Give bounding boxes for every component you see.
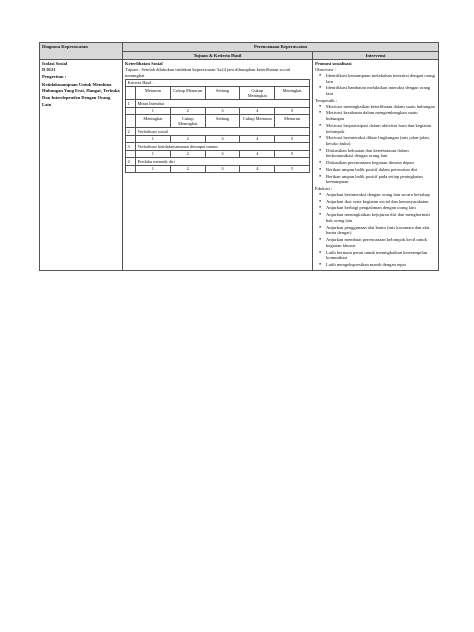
- diagnosis-title: Isolasi Sosial: [42, 61, 68, 67]
- definition-text: Ketidakmampuan Untuk Membina Hubungan Yang Erat, Hangat, Terbuka Dan Interdependen Dengan Orang Lain: [42, 81, 120, 107]
- list-item: ● Anjurkan penggunaan alat bantu (mis kacamata dan alat bantu dengar): [326, 225, 436, 236]
- criteria-item: Verbalisasi ketidaknyamanan ditempat umum: [136, 143, 310, 151]
- score-cell: 3: [205, 150, 240, 158]
- score-cell: 3: [205, 165, 240, 173]
- planning-header: Perencanaan Keperawatan: [123, 43, 439, 52]
- list-item: ● Anjurkan membuat perencanaan kelompok kecil untuk kegiatan khusus: [326, 237, 436, 248]
- list-item: ● Anjurkan ikut serta kegiatan social dan kemasyarakatan: [326, 199, 436, 205]
- goal-title: Keterlibatan Sosial: [125, 61, 163, 67]
- scale-label: Cukup Menurun: [240, 115, 275, 128]
- goal-header: Tujuan & Kriteria Hasil: [123, 51, 313, 60]
- criteria-item: Minat Interaksi: [136, 100, 310, 108]
- scale-label: Menurun: [136, 87, 171, 100]
- score-cell: 1: [136, 165, 171, 173]
- score-cell: 5: [275, 107, 310, 115]
- observasi-label: Observasi :: [315, 67, 336, 73]
- scale-label: Sedang: [205, 115, 240, 128]
- list-item: ● Latih mengekspresikan marah dengan tepat: [326, 262, 436, 268]
- score-cell: 2: [170, 150, 205, 158]
- scale-label: Meningkat: [275, 87, 310, 100]
- list-item: ● Anjurkan meningkatkan kejujuran diri dan menghormati hak orang lain: [326, 212, 436, 223]
- terapeutik-list: [315, 104, 436, 186]
- terapeutik-label: Terapeutik :: [315, 97, 337, 103]
- score-cell: 5: [275, 135, 310, 143]
- list-item: ● Motivasi berpartisipasi dalam aktivitas baru dan kegiatan kelompok: [326, 123, 436, 134]
- score-cell: 5: [275, 165, 310, 173]
- criteria-item: Verbalisasi sosial: [136, 128, 310, 136]
- criteria-number: 4: [126, 158, 136, 166]
- list-item: ● Identifikasi kemampuan melakukan interaksi dengan orang lain: [326, 73, 436, 84]
- score-cell: 1: [136, 135, 171, 143]
- list-item: ● Diskusikan perencanaan kegiatan dimasa depan: [326, 160, 436, 166]
- criteria-item: Perilaku menarik diri: [136, 158, 310, 166]
- criteria-number: 3: [126, 143, 136, 151]
- score-cell: 2: [170, 107, 205, 115]
- goal-cell: [123, 60, 313, 270]
- score-cell: 3: [205, 107, 240, 115]
- observasi-list: [315, 73, 436, 97]
- list-item: ● Berikan umpan balik positif pada setiap peningkatan kemampuan: [326, 174, 436, 185]
- criteria-label: Kriteria Hasil :: [126, 79, 310, 87]
- criteria-number: 2: [126, 128, 136, 136]
- diagnosis-header: Diagnosa Keperawatan: [40, 43, 123, 60]
- score-cell: 2: [170, 165, 205, 173]
- intervention-title: Promosi sosialisasi: [315, 61, 352, 67]
- score-cell: 4: [240, 135, 275, 143]
- scale-label: Sedang: [205, 87, 240, 100]
- score-cell: 4: [240, 150, 275, 158]
- diagnosis-code: D 0121: [42, 67, 56, 73]
- list-item: ● Identifikasi hambatan melakukan interaksi dengan orang lain: [326, 85, 436, 96]
- intervention-header: Intervensi: [313, 51, 439, 60]
- score-cell: 2: [170, 135, 205, 143]
- scale-label: Menurun: [275, 115, 310, 128]
- scale-label: Cukup Menurun: [170, 87, 205, 100]
- score-cell: 1: [136, 107, 171, 115]
- definition-label: Pengertian :: [42, 73, 67, 79]
- list-item: ● Motivasi kesabaran dalam mengembangkan suatu hubungan: [326, 110, 436, 121]
- edukasi-list: [315, 192, 436, 268]
- list-item: ● Anjurkan berbagi pengalaman dengan orang lain: [326, 205, 436, 211]
- list-item: ● Diskusikan kekuatan dan keterbatasan dalam berkomunikasi dengan orang lain: [326, 148, 436, 159]
- score-cell: 4: [240, 107, 275, 115]
- diagnosis-cell: [40, 60, 123, 270]
- scale-label: Cukup Meningkat: [170, 115, 205, 128]
- scale-label: Meningkat: [136, 115, 171, 128]
- edukasi-label: Edukasi :: [315, 186, 333, 192]
- criteria-number: 1: [126, 100, 136, 108]
- list-item: ● Motivasi berinteraksi diluar lingkungan (mis jalan-jalan, ketoko buku): [326, 135, 436, 146]
- goal-statement: Tujuan : Setelah dilakukan tindakan keperawatan 3x24 jam diharapkan keterlibatan social meningkat: [125, 67, 291, 78]
- scale-label: Cukup Meningkat: [240, 87, 275, 100]
- score-cell: 4: [240, 165, 275, 173]
- list-item: ● Berikan umpan balik positif dalam perawatan diri: [326, 167, 436, 173]
- criteria-table: [125, 79, 310, 174]
- score-cell: 3: [205, 135, 240, 143]
- score-cell: 5: [275, 150, 310, 158]
- list-item: ● Latih bermain peran untuk meningkatkan keterampilan komunikasi: [326, 250, 436, 261]
- care-plan-table: [39, 42, 439, 271]
- list-item: ● Anjurkan berinteraksi dengan orang lain secara bertahap: [326, 192, 436, 198]
- intervention-cell: [313, 60, 439, 270]
- list-item: ● Motivasi meningkatkan keterlibatan dalam suatu hubungan: [326, 104, 436, 110]
- score-cell: 1: [136, 150, 171, 158]
